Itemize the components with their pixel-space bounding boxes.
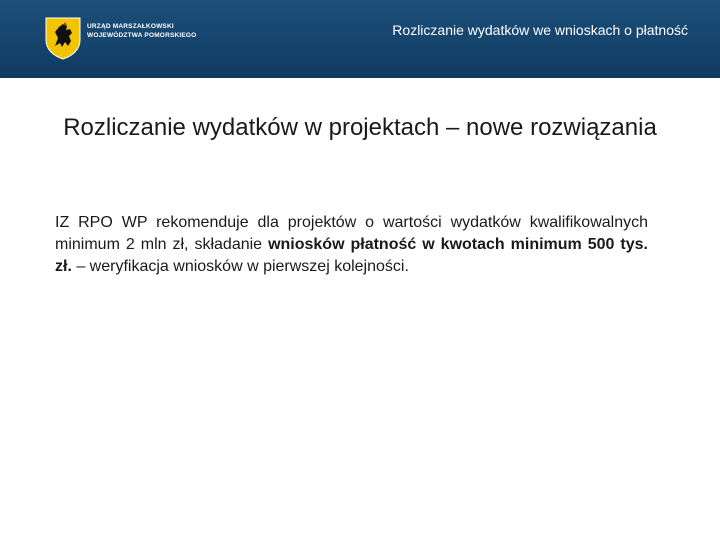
griffin-coat-of-arms-icon <box>44 16 82 60</box>
header-title: Rozliczanie wydatków we wnioskach o płatność <box>392 22 688 38</box>
organization-name <box>87 22 196 40</box>
header-bar <box>0 0 720 78</box>
paragraph-bold-text: wniosków płatność w kwotach minimum 500 tys. zł. <box>55 236 648 275</box>
org-line-1: URZĄD MARSZAŁKOWSKI <box>87 23 174 30</box>
slide-title: Rozliczanie wydatków w projektach – nowe rozwiązania <box>63 114 657 141</box>
paragraph-text-1: IZ RPO WP rekomenduje dla projektów o wartości wydatków kwalifikowalnych minimum 2 mln zł, składanie <box>55 214 648 253</box>
body-paragraph <box>55 212 648 278</box>
paragraph-text-2: – weryfikacja wniosków w pierwszej kolejności. <box>71 258 409 275</box>
org-line-2: WOJEWÓDZTWA POMORSKIEGO <box>87 32 197 39</box>
